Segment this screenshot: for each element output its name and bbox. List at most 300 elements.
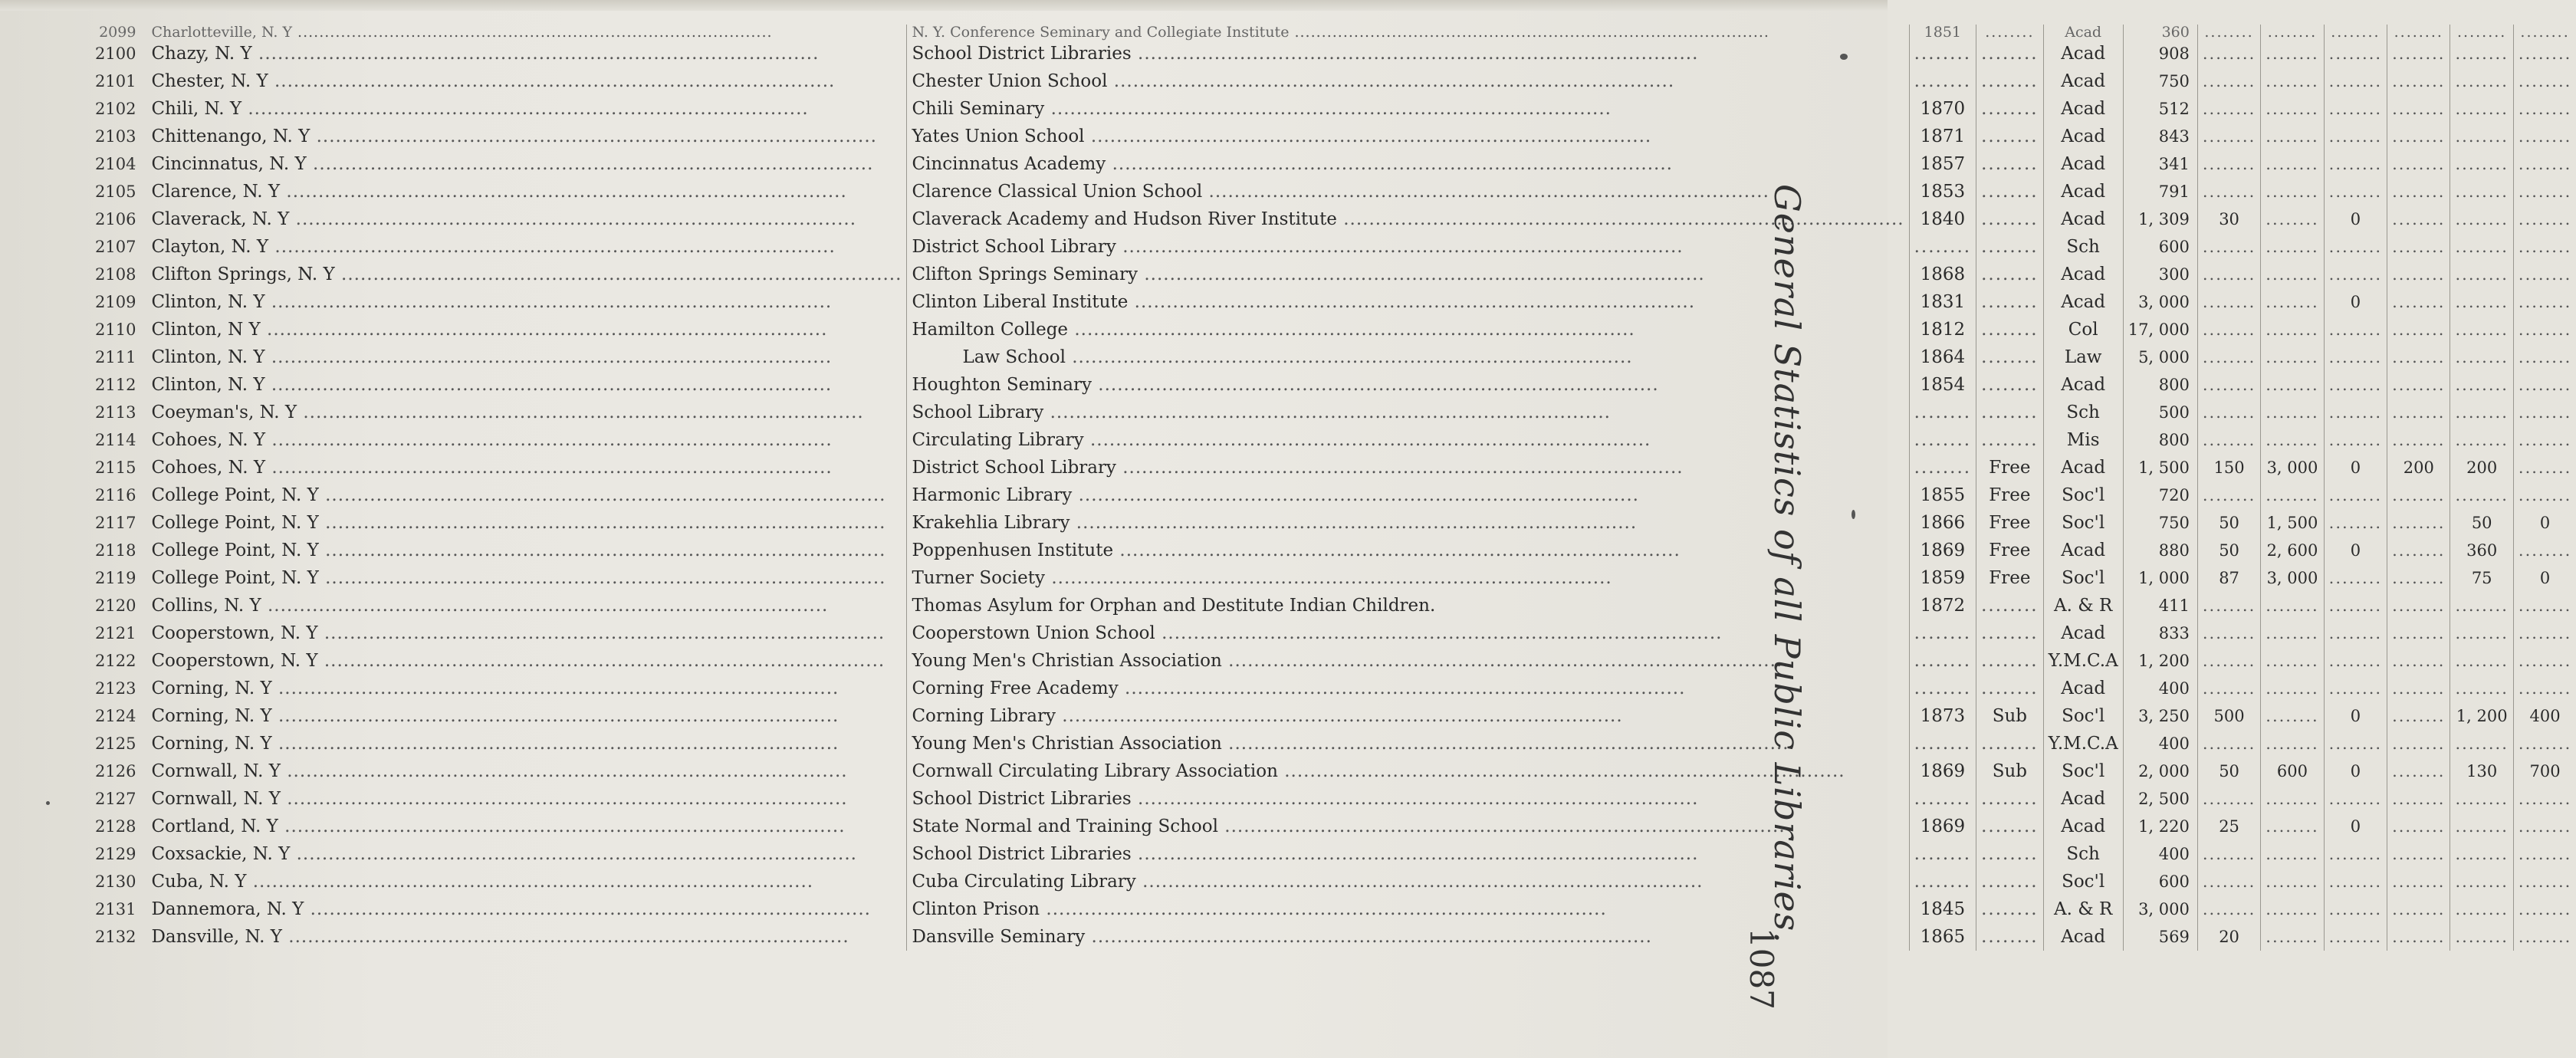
library-class-cell: Acad — [2043, 537, 2123, 564]
volumes-cell: 5, 000 — [2123, 343, 2197, 371]
place-cell: Coeyman's, N. Y ..... — [146, 399, 906, 426]
founded-year-cell: 1855 — [1909, 481, 1976, 509]
row-number: 2099 — [99, 24, 136, 41]
founded-year-cell: 1873 — [1909, 702, 1976, 730]
volumes-cell: 908 — [2123, 40, 2197, 67]
volumes-cell: 791 — [2123, 178, 2197, 205]
stat-cell: ........ — [2518, 155, 2572, 173]
stat-cell: ........ — [2387, 123, 2450, 150]
stat-cell: ........ — [2197, 150, 2260, 178]
stat-cell: ........ — [2197, 481, 2260, 509]
table-row — [90, 178, 2576, 205]
stat-cell: 700 — [2529, 762, 2561, 780]
stat-cell: 0 — [2539, 569, 2551, 587]
volumes-cell: 3, 250 — [2123, 702, 2197, 730]
volumes-cell: 300 — [2123, 261, 2197, 288]
stat-cell: ........ — [2518, 845, 2572, 863]
founded-year-cell: 1869 — [1909, 813, 1976, 840]
stat-cell: ........ — [2387, 481, 2450, 509]
stat-cell: ........ — [2450, 730, 2513, 757]
volumes-cell: 600 — [2123, 233, 2197, 261]
volumes-cell: 1, 309 — [2123, 205, 2197, 233]
volumes-cell: 2, 000 — [2123, 757, 2197, 785]
free-sub-cell: ........ — [1976, 923, 2044, 951]
founded-year-cell: ........ — [1909, 675, 1976, 702]
stat-cell: ........ — [2261, 40, 2324, 67]
stat-cell: ........ — [2387, 757, 2450, 785]
stat-cell: ........ — [2261, 619, 2324, 647]
stat-cell: ........ — [2450, 261, 2513, 288]
volumes-cell: 800 — [2123, 426, 2197, 454]
library-name-cell: District School Library ..... — [907, 454, 1909, 481]
stat-cell: 0 — [2324, 537, 2387, 564]
free-sub-cell: ........ — [1976, 868, 2044, 895]
stat-cell: ........ — [2261, 261, 2324, 288]
ink-speck — [46, 801, 50, 805]
volumes-cell: 1, 000 — [2123, 564, 2197, 592]
stat-cell: ........ — [2387, 785, 2450, 813]
library-class-cell: Y.M.C.A — [2043, 730, 2123, 757]
stat-cell: 30 — [2197, 205, 2260, 233]
place-cell: Chittenango, N. Y ..... — [146, 123, 906, 150]
library-class-cell: Soc'l — [2043, 702, 2123, 730]
stat-cell: ........ — [2450, 868, 2513, 895]
place-cell: College Point, N. Y ..... — [146, 537, 906, 564]
place-cell: Cornwall, N. Y ..... — [146, 757, 906, 785]
stat-cell: ........ — [2324, 592, 2387, 619]
running-title: General Statistics of all Public Libraries. — [1766, 184, 1808, 944]
stat-cell: 400 — [2529, 707, 2561, 725]
table-row — [90, 25, 2576, 40]
stat-cell: ........ — [2197, 261, 2260, 288]
stat-cell: ........ — [2387, 288, 2450, 316]
free-sub-cell: ........ — [1976, 233, 2044, 261]
stat-cell: ........ — [2324, 426, 2387, 454]
library-statistics-table — [90, 25, 2576, 951]
volumes-cell: 17, 000 — [2123, 316, 2197, 343]
free-sub-cell: ........ — [1976, 178, 2044, 205]
library-class-cell: Acad — [2043, 371, 2123, 399]
library-name-cell: Yates Union School ..... — [907, 123, 1909, 150]
place-cell: Charlotteville, N. Y ..... — [146, 25, 906, 40]
founded-year-cell: ........ — [1909, 454, 1976, 481]
founded-year-cell: 1853 — [1909, 178, 1976, 205]
founded-year-cell: 1857 — [1909, 150, 1976, 178]
stat-cell: ........ — [2387, 399, 2450, 426]
table-row — [90, 840, 2576, 868]
founded-year-cell: ........ — [1909, 840, 1976, 868]
row-number: 2128 — [95, 817, 136, 836]
stat-cell: ........ — [2261, 288, 2324, 316]
library-class-cell: Sch — [2043, 233, 2123, 261]
library-name-cell: School Library ..... — [907, 399, 1909, 426]
row-number: 2108 — [95, 265, 136, 284]
stat-cell: ........ — [2518, 734, 2572, 753]
table-row — [90, 454, 2576, 481]
library-class-cell: Acad — [2043, 454, 2123, 481]
stat-cell: ........ — [2324, 178, 2387, 205]
table-row — [90, 868, 2576, 895]
stat-cell: ........ — [2450, 123, 2513, 150]
table-row — [90, 481, 2576, 509]
stat-cell: ........ — [2450, 288, 2513, 316]
page-number: 1087 — [1743, 928, 1780, 1010]
table-row — [90, 647, 2576, 675]
stat-cell: ........ — [2261, 233, 2324, 261]
table-row — [90, 592, 2576, 619]
stat-cell: ........ — [2387, 233, 2450, 261]
founded-year-cell: 1859 — [1909, 564, 1976, 592]
stat-cell: ........ — [2324, 730, 2387, 757]
free-sub-cell: ........ — [1976, 840, 2044, 868]
stat-cell: 50 — [2450, 509, 2513, 537]
table-row — [90, 702, 2576, 730]
stat-cell: ........ — [2387, 95, 2450, 123]
library-class-cell: Acad — [2043, 150, 2123, 178]
stat-cell: ........ — [2518, 679, 2572, 698]
row-number: 2106 — [95, 210, 136, 228]
row-number: 2115 — [95, 458, 136, 477]
library-class-cell: Acad — [2043, 619, 2123, 647]
library-class-cell: Y.M.C.A — [2043, 647, 2123, 675]
library-class-cell: A. & R — [2043, 895, 2123, 923]
volumes-cell: 720 — [2123, 481, 2197, 509]
volumes-cell: 400 — [2123, 675, 2197, 702]
row-number: 2118 — [95, 541, 136, 560]
stat-cell: ........ — [2450, 619, 2513, 647]
founded-year-cell: 1869 — [1909, 537, 1976, 564]
stat-cell: ........ — [2261, 840, 2324, 868]
founded-year-cell: ........ — [1909, 67, 1976, 95]
row-number: 2109 — [95, 293, 136, 311]
row-number: 2120 — [95, 596, 136, 615]
stat-cell: ........ — [2324, 509, 2387, 537]
table-row — [90, 730, 2576, 757]
free-sub-cell: Sub — [1976, 757, 2044, 785]
library-name-cell: Chester Union School ..... — [907, 67, 1909, 95]
stat-cell: ........ — [2387, 316, 2450, 343]
stat-cell: ........ — [2450, 592, 2513, 619]
stat-cell: ........ — [2520, 24, 2570, 41]
free-sub-cell: ........ — [1976, 288, 2044, 316]
stat-cell: ........ — [2518, 431, 2572, 449]
ink-speck — [1852, 510, 1855, 519]
library-name-cell: Clinton Liberal Institute ..... — [907, 288, 1909, 316]
stat-cell: ........ — [2518, 265, 2572, 284]
page-top-edge — [0, 0, 1888, 11]
table-row — [90, 233, 2576, 261]
library-name-cell: Houghton Seminary ..... — [907, 371, 1909, 399]
stat-cell: 75 — [2450, 564, 2513, 592]
volumes-cell: 500 — [2123, 399, 2197, 426]
stat-cell: ........ — [2518, 127, 2572, 146]
stat-cell: ........ — [2450, 426, 2513, 454]
library-class-cell: Soc'l — [2043, 757, 2123, 785]
library-name-cell: Corning Library ..... — [907, 702, 1909, 730]
stat-cell: ........ — [2387, 67, 2450, 95]
library-class-cell: Acad — [2043, 40, 2123, 67]
library-name-cell: N. Y. Conference Seminary and Collegiate Institute ..... — [907, 25, 1909, 40]
place-cell: Chester, N. Y ..... — [146, 67, 906, 95]
stat-cell: 0 — [2324, 757, 2387, 785]
row-number: 2132 — [95, 928, 136, 946]
stat-cell: ........ — [2261, 343, 2324, 371]
library-name-cell: Young Men's Christian Association ..... — [907, 647, 1909, 675]
stat-cell: ........ — [2518, 348, 2572, 366]
stat-cell: ........ — [2324, 371, 2387, 399]
stat-cell: ........ — [2450, 95, 2513, 123]
table-row — [90, 619, 2576, 647]
place-cell: Dansville, N. Y ..... — [146, 923, 906, 951]
place-cell: Dannemora, N. Y ..... — [146, 895, 906, 923]
stat-cell: ........ — [2450, 481, 2513, 509]
free-sub-cell: ........ — [1976, 895, 2044, 923]
stat-cell: 600 — [2261, 757, 2324, 785]
free-sub-cell: ........ — [1976, 730, 2044, 757]
stat-cell: ........ — [2324, 868, 2387, 895]
volumes-cell: 341 — [2123, 150, 2197, 178]
library-name-cell: Cooperstown Union School ..... — [907, 619, 1909, 647]
stat-cell: ........ — [2261, 923, 2324, 951]
row-number: 2111 — [95, 348, 136, 366]
row-number: 2122 — [95, 652, 136, 670]
stat-cell: ........ — [2261, 399, 2324, 426]
library-class-cell: Acad — [2043, 923, 2123, 951]
stat-cell: ........ — [2387, 343, 2450, 371]
stat-cell: ........ — [2387, 923, 2450, 951]
stat-cell: ........ — [2324, 923, 2387, 951]
stat-cell: ........ — [2197, 895, 2260, 923]
place-cell: Corning, N. Y ..... — [146, 702, 906, 730]
stat-cell: ........ — [2324, 895, 2387, 923]
founded-year-cell: 1865 — [1909, 923, 1976, 951]
stat-cell: ........ — [2387, 730, 2450, 757]
library-name-cell: District School Library ..... — [907, 233, 1909, 261]
table-row — [90, 923, 2576, 951]
stat-cell: ........ — [2450, 675, 2513, 702]
volumes-cell: 750 — [2123, 509, 2197, 537]
founded-year-cell: 1866 — [1909, 509, 1976, 537]
stat-cell: 0 — [2324, 702, 2387, 730]
stat-cell: 0 — [2324, 454, 2387, 481]
row-number: 2102 — [95, 100, 136, 118]
stat-cell: ........ — [2261, 813, 2324, 840]
place-cell: Corning, N. Y ..... — [146, 730, 906, 757]
library-class-cell: Acad — [2043, 205, 2123, 233]
founded-year-cell: ........ — [1909, 399, 1976, 426]
volumes-cell: 800 — [2123, 371, 2197, 399]
founded-year-cell: 1854 — [1909, 371, 1976, 399]
library-name-cell: Harmonic Library ..... — [907, 481, 1909, 509]
stat-cell: ........ — [2387, 371, 2450, 399]
stat-cell: ........ — [2387, 40, 2450, 67]
row-number: 2116 — [95, 486, 136, 504]
stat-cell: ........ — [2324, 233, 2387, 261]
row-number: 2105 — [95, 182, 136, 201]
stat-cell: ........ — [2197, 426, 2260, 454]
stat-cell: 1, 500 — [2261, 509, 2324, 537]
free-sub-cell: ........ — [1976, 592, 2044, 619]
place-cell: Cornwall, N. Y ..... — [146, 785, 906, 813]
stat-cell: ........ — [2518, 72, 2572, 90]
stat-cell: ........ — [2387, 509, 2450, 537]
stat-cell: ........ — [2518, 293, 2572, 311]
stat-cell: ........ — [2387, 895, 2450, 923]
volumes-cell: 1, 200 — [2123, 647, 2197, 675]
stat-cell: 25 — [2197, 813, 2260, 840]
free-sub-cell: ........ — [1976, 150, 2044, 178]
founded-year-cell: 1845 — [1909, 895, 1976, 923]
stat-cell: ........ — [2324, 40, 2387, 67]
row-number: 2103 — [95, 127, 136, 146]
library-name-cell: Dansville Seminary ..... — [907, 923, 1909, 951]
stat-cell: ........ — [2197, 785, 2260, 813]
stat-cell: ........ — [2387, 261, 2450, 288]
stat-cell: ........ — [2197, 95, 2260, 123]
stat-cell: ........ — [2261, 481, 2324, 509]
founded-year-cell: 1872 — [1909, 592, 1976, 619]
volumes-cell: 3, 000 — [2123, 895, 2197, 923]
stat-cell: ........ — [2450, 840, 2513, 868]
free-sub-cell: ........ — [1976, 261, 2044, 288]
free-sub-cell: ........ — [1976, 67, 2044, 95]
place-cell: College Point, N. Y ..... — [146, 509, 906, 537]
free-sub-cell: Free — [1976, 537, 2044, 564]
row-number: 2119 — [95, 569, 136, 587]
table-body — [90, 25, 2576, 951]
free-sub-cell: ........ — [1976, 25, 2044, 40]
stat-cell: ........ — [2324, 564, 2387, 592]
stat-cell: ........ — [2387, 25, 2450, 40]
stat-cell: ........ — [2518, 817, 2572, 836]
library-name-cell: Cuba Circulating Library ..... — [907, 868, 1909, 895]
row-number: 2117 — [95, 514, 136, 532]
founded-year-cell: ........ — [1909, 40, 1976, 67]
volumes-cell: 1, 220 — [2123, 813, 2197, 840]
place-cell: Clinton, N Y ..... — [146, 316, 906, 343]
library-class-cell: Soc'l — [2043, 868, 2123, 895]
stat-cell: ........ — [2518, 624, 2572, 642]
stat-cell: 0 — [2324, 813, 2387, 840]
row-number: 2123 — [95, 679, 136, 698]
place-cell: Clifton Springs, N. Y ..... — [146, 261, 906, 288]
founded-year-cell: 1869 — [1909, 757, 1976, 785]
free-sub-cell: Free — [1976, 564, 2044, 592]
stat-cell: ........ — [2518, 320, 2572, 339]
library-name-cell: Circulating Library ..... — [907, 426, 1909, 454]
stat-cell: ........ — [2261, 895, 2324, 923]
stat-cell: ........ — [2450, 67, 2513, 95]
library-name-cell: State Normal and Training School ..... — [907, 813, 1909, 840]
stat-cell: ........ — [2387, 813, 2450, 840]
library-name-cell: School District Libraries ..... — [907, 785, 1909, 813]
table-row — [90, 261, 2576, 288]
stat-cell: ........ — [2387, 592, 2450, 619]
stat-cell: ........ — [2450, 785, 2513, 813]
library-class-cell: Acad — [2043, 67, 2123, 95]
place-cell: Claverack, N. Y ..... — [146, 205, 906, 233]
stat-cell: ........ — [2387, 675, 2450, 702]
place-cell: Clinton, N. Y ..... — [146, 343, 906, 371]
stat-cell: ........ — [2387, 178, 2450, 205]
stat-cell: ........ — [2450, 25, 2513, 40]
stat-cell: ........ — [2450, 895, 2513, 923]
table-row — [90, 316, 2576, 343]
stat-cell: ........ — [2197, 647, 2260, 675]
volumes-cell: 843 — [2123, 123, 2197, 150]
stat-cell: ........ — [2197, 592, 2260, 619]
stat-cell: ........ — [2261, 150, 2324, 178]
row-number: 2129 — [95, 845, 136, 863]
stat-cell: ........ — [2324, 123, 2387, 150]
stat-cell: 0 — [2324, 288, 2387, 316]
free-sub-cell: ........ — [1976, 123, 2044, 150]
stat-cell: ........ — [2518, 403, 2572, 422]
stat-cell: ........ — [2324, 316, 2387, 343]
founded-year-cell: ........ — [1909, 868, 1976, 895]
stat-cell: 1, 200 — [2450, 702, 2513, 730]
place-cell: Cincinnatus, N. Y ..... — [146, 150, 906, 178]
founded-year-cell: 1812 — [1909, 316, 1976, 343]
table-row — [90, 509, 2576, 537]
stat-cell: ........ — [2387, 205, 2450, 233]
row-number: 2100 — [95, 44, 136, 63]
founded-year-cell: ........ — [1909, 233, 1976, 261]
library-name-cell: Claverack Academy and Hudson River Institute ..... — [907, 205, 1909, 233]
free-sub-cell: Free — [1976, 454, 2044, 481]
free-sub-cell: ........ — [1976, 371, 2044, 399]
stat-cell: 87 — [2197, 564, 2260, 592]
table-row — [90, 205, 2576, 233]
library-name-cell: School District Libraries ..... — [907, 40, 1909, 67]
table-row — [90, 371, 2576, 399]
stat-cell: 360 — [2450, 537, 2513, 564]
library-name-cell: Cornwall Circulating Library Association ..... — [907, 757, 1909, 785]
row-number: 2130 — [95, 872, 136, 891]
library-class-cell: Soc'l — [2043, 564, 2123, 592]
library-class-cell: Col — [2043, 316, 2123, 343]
free-sub-cell: ........ — [1976, 647, 2044, 675]
row-number: 2107 — [95, 238, 136, 256]
volumes-cell: 569 — [2123, 923, 2197, 951]
free-sub-cell: ........ — [1976, 813, 2044, 840]
stat-cell: ........ — [2197, 178, 2260, 205]
place-cell: Corning, N. Y ..... — [146, 675, 906, 702]
stat-cell: ........ — [2324, 840, 2387, 868]
place-cell: Chili, N. Y ..... — [146, 95, 906, 123]
free-sub-cell: ........ — [1976, 785, 2044, 813]
library-name-cell: Corning Free Academy ..... — [907, 675, 1909, 702]
place-cell: Cohoes, N. Y ..... — [146, 454, 906, 481]
stat-cell: ........ — [2387, 647, 2450, 675]
founded-year-cell: ........ — [1909, 785, 1976, 813]
stat-cell: 3, 000 — [2261, 564, 2324, 592]
founded-year-cell: 1840 — [1909, 205, 1976, 233]
stat-cell: ........ — [2518, 210, 2572, 228]
stat-cell: ........ — [2387, 619, 2450, 647]
volumes-cell: 1, 500 — [2123, 454, 2197, 481]
stat-cell: ........ — [2197, 343, 2260, 371]
library-name-cell: Clarence Classical Union School ..... — [907, 178, 1909, 205]
stat-cell: ........ — [2324, 675, 2387, 702]
stat-cell: ........ — [2450, 178, 2513, 205]
stat-cell: 200 — [2387, 454, 2450, 481]
stat-cell: ........ — [2261, 178, 2324, 205]
stat-cell: ........ — [2450, 233, 2513, 261]
stat-cell: ........ — [2450, 813, 2513, 840]
library-class-cell: Law — [2043, 343, 2123, 371]
stat-cell: ........ — [2324, 67, 2387, 95]
